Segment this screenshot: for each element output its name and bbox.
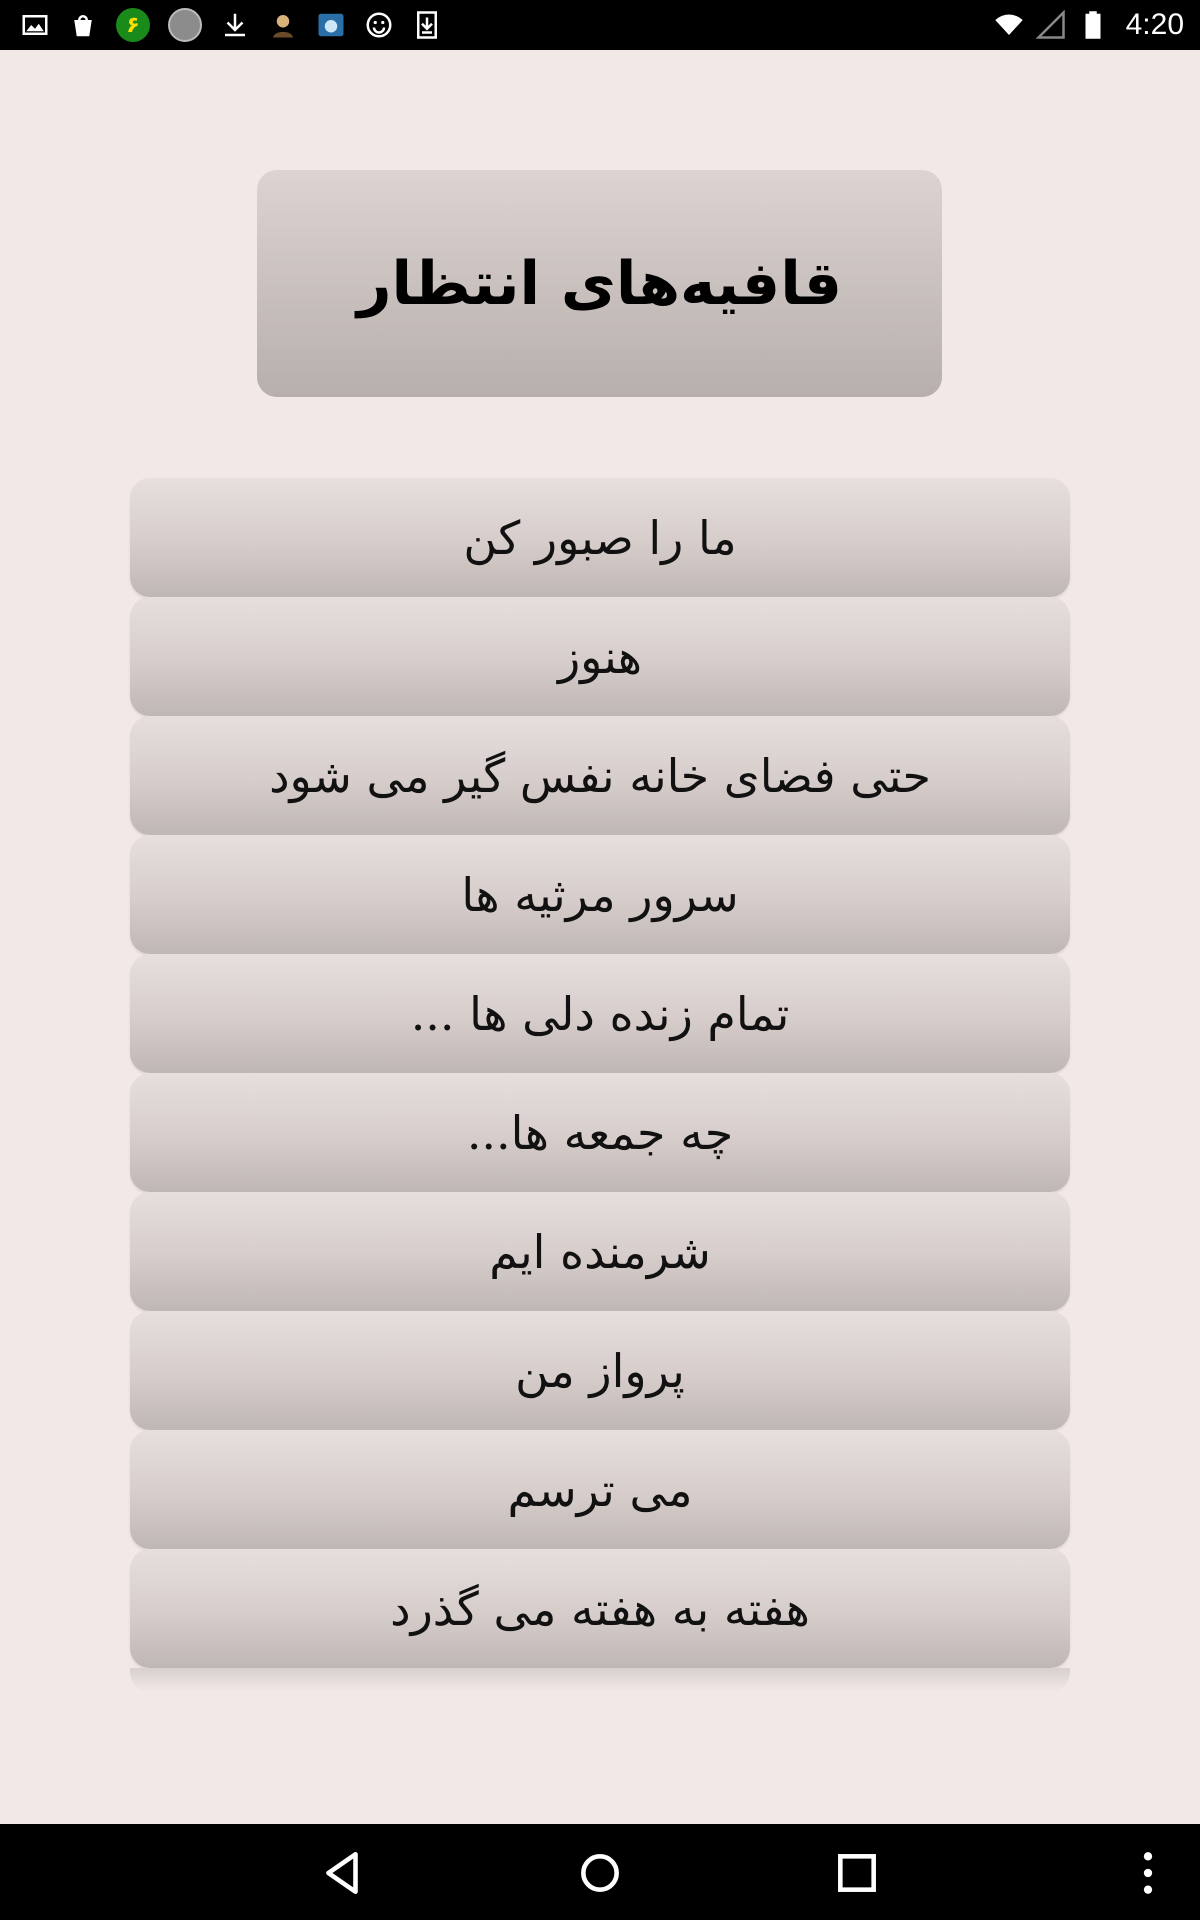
list-item-label: می ترسم [507,1462,693,1517]
list-item[interactable] [130,1192,1070,1311]
system-icons [994,8,1184,42]
list-item-label: شرمنده ایم [489,1224,711,1279]
home-icon[interactable] [575,1848,625,1898]
green-badge-icon: ۶ [116,8,150,42]
list-item-label: هفته به هفته می گذرد [390,1581,810,1636]
smiley-icon [364,10,394,40]
list-item[interactable] [130,835,1070,954]
navigation-bar [0,1824,1200,1920]
list-item[interactable] [130,1311,1070,1430]
list-item[interactable] [130,597,1070,716]
signal-icon [1036,10,1066,40]
recents-icon[interactable] [832,1848,882,1898]
download-icon [220,10,250,40]
image-icon [20,10,50,40]
list-item[interactable] [130,1073,1070,1192]
wifi-icon [994,10,1024,40]
grey-badge-icon [168,8,202,42]
list-item[interactable] [130,478,1070,597]
title-box [257,170,942,397]
overflow-menu-icon[interactable] [1123,1848,1173,1898]
list-item-label: چه جمعه ها... [466,1105,734,1160]
back-icon[interactable] [318,1848,368,1898]
bag-icon [68,10,98,40]
list-item-label: ما را صبور کن [463,510,737,565]
poem-list [130,478,1070,1668]
list-item-label: تمام زنده دلی ها ... [410,986,790,1041]
download-box-icon [412,10,442,40]
list-item-label: پرواز من [515,1343,685,1398]
page-title: قافیه‌های انتظار [356,248,843,319]
app-icon [316,10,346,40]
list-item-label: هنوز [557,629,643,684]
list-item[interactable] [130,716,1070,835]
list-item[interactable] [130,954,1070,1073]
list-item-label: حتی فضای خانه نفس گیر می شود [269,748,931,803]
list-item[interactable] [130,1430,1070,1549]
status-bar [0,0,1200,50]
portrait-icon [268,10,298,40]
clock: 4:20 [1125,8,1184,41]
list-item-label: سرور مرثیه ها [461,867,739,922]
main-content [0,50,1200,1824]
list-item[interactable] [130,1549,1070,1668]
list-scroll-fade [130,1668,1070,1692]
notification-icons [20,8,442,42]
battery-icon [1078,10,1108,40]
